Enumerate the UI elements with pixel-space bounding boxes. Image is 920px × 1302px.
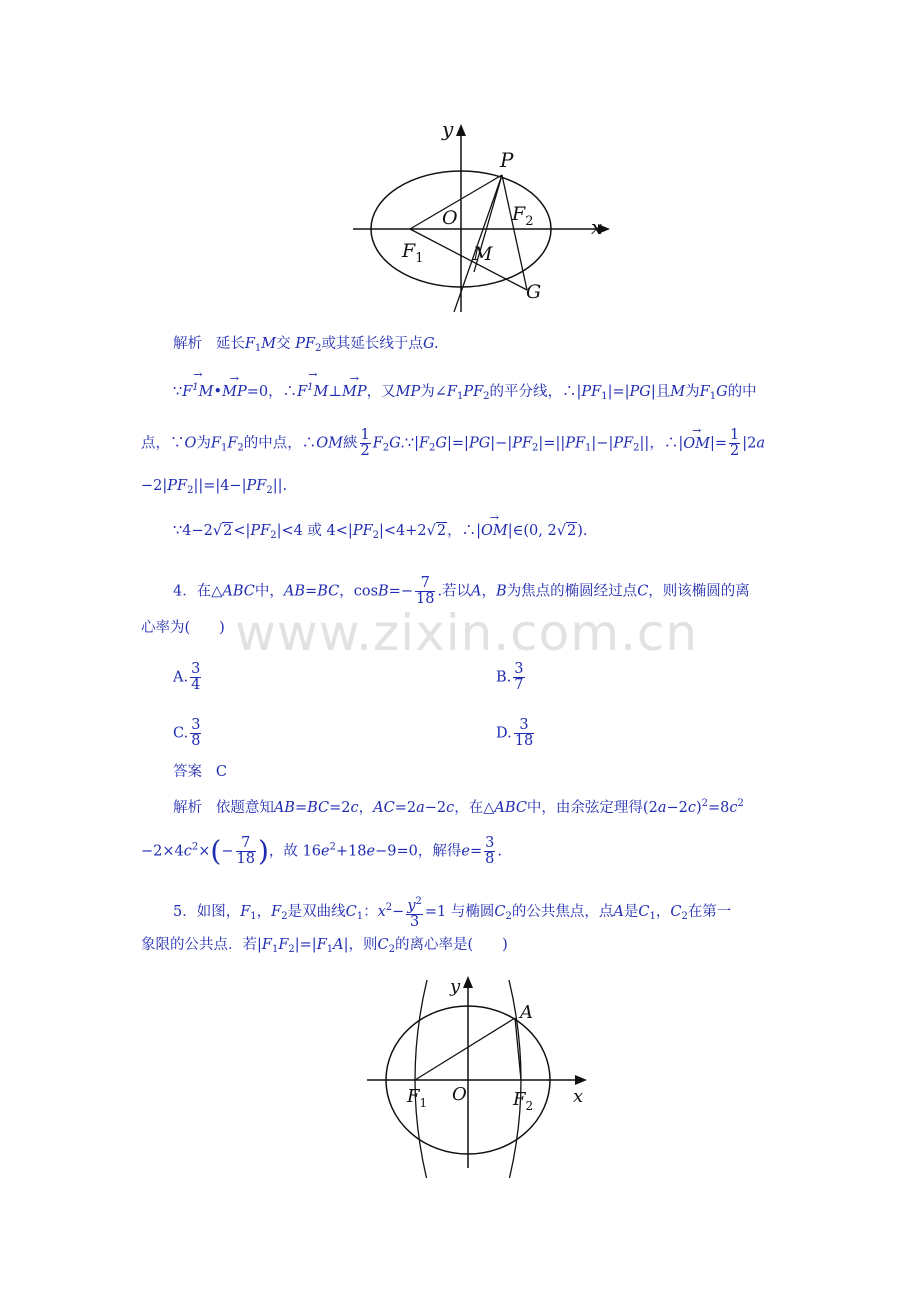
q4-line-2: 心率为( ) — [141, 620, 225, 636]
solution-line-1: 解析 延长$F_1M$交 $PF_2$或其延长线于点G. — [173, 336, 439, 354]
watermark: www.zixin.com.cn — [235, 604, 699, 662]
q4-solution-line-1: 解析 依题意知AB=BC=2c，AC=2a−2c，在△ABC中，由余弦定理得$(2a-2c)^2=8c^2$ — [173, 798, 744, 816]
label-m: M — [473, 243, 493, 265]
solution-line-2: ∵→ $F^1M•\to MP=0$，∴→ $F^1M\perp\to$ MP，又MP为$\angle F_1PF_2$的平分线，$\therefore|PF_1|=|PG|$且M为$F_1G$的中 — [173, 378, 757, 407]
label-p: P — [500, 148, 514, 172]
y-axis-arrow — [463, 976, 473, 988]
segment-f1-a — [415, 1018, 515, 1080]
q4-answer: 答案 C — [173, 764, 227, 780]
q5-line-1: 5．如图，$F_1$，$F_2$是双曲线$C_1$：$x^2-$ $\frac{y^2}{3}$ =1 与椭圆$C_2$的公共焦点，点A是$C_1$，$C_2$在第一 — [173, 896, 732, 930]
label-f2: $F_2$ — [512, 203, 534, 229]
label-o: O — [452, 1084, 467, 1105]
label-x: x — [591, 215, 603, 239]
q4-option-a: A. $\frac{3}{4}$ — [173, 661, 201, 693]
q4-option-c: C. $\frac{3}{8}$ — [173, 717, 201, 749]
x-axis-arrow — [575, 1075, 587, 1085]
label-o: O — [442, 207, 458, 229]
label-a: A — [520, 1002, 533, 1023]
label-f2: $F_2$ — [513, 1089, 534, 1113]
label-y: y — [450, 976, 461, 997]
segment-f1-g — [410, 229, 527, 290]
ellipse-hyperbola-figure — [355, 968, 600, 1178]
solution-line-3: 点，∵O为$F_1F_2$的中点，∴OM綊 $\frac{1}{2}$ $F_2G.\because|F_2G|=|PG|-|PF_2|=||PF_1|-|PF_2||$，∴|→ OM|= $\frac{1}{2}$ |2a — [141, 428, 765, 459]
label-f1: $F_1$ — [407, 1086, 428, 1110]
q5-line-2: 象限的公共点．若$|F_1F_2|=|F_1A|$，则$C_2$的离心率是( ) — [141, 937, 508, 955]
label-y: y — [442, 117, 454, 141]
segment-p-g — [502, 175, 527, 290]
q4-option-b: B. $\frac{3}{7}$ — [496, 661, 524, 693]
q4-option-d: D. $\frac{3}{18}$ — [496, 717, 534, 749]
label-x: x — [573, 1086, 584, 1107]
solution-line-4: $-2|PF_2||=|4-|PF_2||$. — [141, 478, 288, 496]
label-f1: $F_1$ — [402, 240, 424, 266]
q4-line-1: 4．在△ABC中，AB=BC，cosB=− $\frac{7}{18}$ .若以A，B为焦点的椭圆经过点C，则该椭圆的离 — [173, 575, 750, 607]
ellipse-figure-1 — [340, 112, 615, 322]
solution-line-5: $\because 4-2√2<|PF_2|<4$ 或 $4<|PF_2|<4+2√2$，∴|→ OM|∈(0, 2√2). — [173, 521, 587, 546]
label-g: G — [526, 281, 542, 303]
q4-solution-line-2: $-2\times 4c^2\times(-$ $\frac{7}{18}$ )，故 $16e^2+18e-9=0$，解得e= $\frac{3}{8}$ . — [141, 834, 502, 868]
y-axis-arrow — [456, 124, 466, 136]
